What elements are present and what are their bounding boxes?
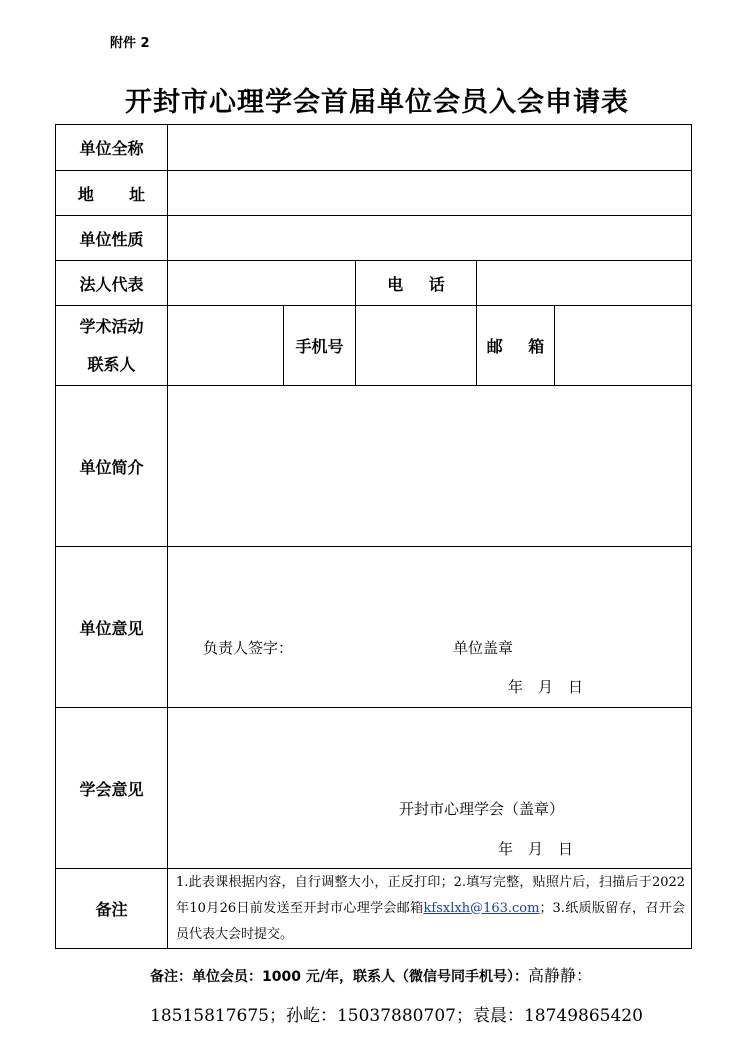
unit-opinion-field[interactable]: [168, 547, 692, 708]
society-opinion-field[interactable]: [168, 708, 692, 869]
remarks-label: 备注: [56, 869, 168, 949]
unit-seal-label: 单位盖章: [453, 639, 514, 657]
legal-rep-label: 法人代表: [56, 261, 168, 306]
society-opinion-label: 学会意见: [56, 708, 168, 869]
email-link[interactable]: kfsxlxh@163.com: [423, 900, 540, 916]
contact-label: 学术活动 联系人: [56, 306, 168, 386]
unit-name-field[interactable]: [168, 125, 692, 171]
remarks-content: [168, 869, 692, 949]
phone-label: 电 话: [356, 261, 477, 306]
remarks-text-1: 1.此表课根据内容，自行调整大小，正反打印；2.填写完整，贴照片后，扫描后于2022年10月26日前发送至开封市心理学会邮箱: [176, 874, 686, 916]
address-field[interactable]: [168, 171, 692, 216]
society-seal-label: 开封市心理学会（盖章）: [399, 800, 565, 818]
unit-name-label: 单位全称: [56, 125, 168, 171]
remarks-text-2: ；3.纸质版留存，召开会员代表大会时提交。: [176, 900, 686, 942]
row-legal-rep: [56, 261, 692, 306]
row-society-opinion: [56, 708, 692, 869]
form-title: 开封市心理学会首届单位会员入会申请表: [125, 87, 629, 118]
unit-opinion-label: 单位意见: [56, 547, 168, 708]
mobile-label: 手机号: [284, 306, 356, 386]
unit-nature-label: 单位性质: [56, 216, 168, 261]
footer-note-line1: 备注：单位会员：1000 元/年，联系人（微信号同手机号）：高静静：: [150, 966, 592, 985]
unit-date-label: 年 月 日: [508, 678, 584, 696]
footer-contact-name: 高静静：: [527, 966, 592, 985]
mobile-field[interactable]: [356, 306, 477, 386]
row-unit-nature: [56, 216, 692, 261]
society-date-label: 年 月 日: [498, 840, 574, 858]
legal-rep-field[interactable]: [168, 261, 356, 306]
email-label: 邮 箱: [477, 306, 555, 386]
intro-field[interactable]: [168, 386, 692, 547]
application-form-table: [55, 124, 692, 949]
email-field[interactable]: [555, 306, 692, 386]
row-intro: [56, 386, 692, 547]
row-address: [56, 171, 692, 216]
attachment-label: 附件 2: [110, 36, 150, 51]
signer-label: 负责人签字：: [203, 639, 294, 657]
unit-nature-field[interactable]: [168, 216, 692, 261]
row-contact: [56, 306, 692, 386]
contact-field[interactable]: [168, 306, 284, 386]
intro-label: 单位简介: [56, 386, 168, 547]
address-label: 地 址: [56, 171, 168, 216]
footer-note-line2: 18515817675；孙屹：15037880707；袁晨：18749865420: [150, 1006, 643, 1026]
phone-field[interactable]: [477, 261, 692, 306]
row-remarks: [56, 869, 692, 949]
row-unit-name: [56, 125, 692, 171]
row-unit-opinion: [56, 547, 692, 708]
